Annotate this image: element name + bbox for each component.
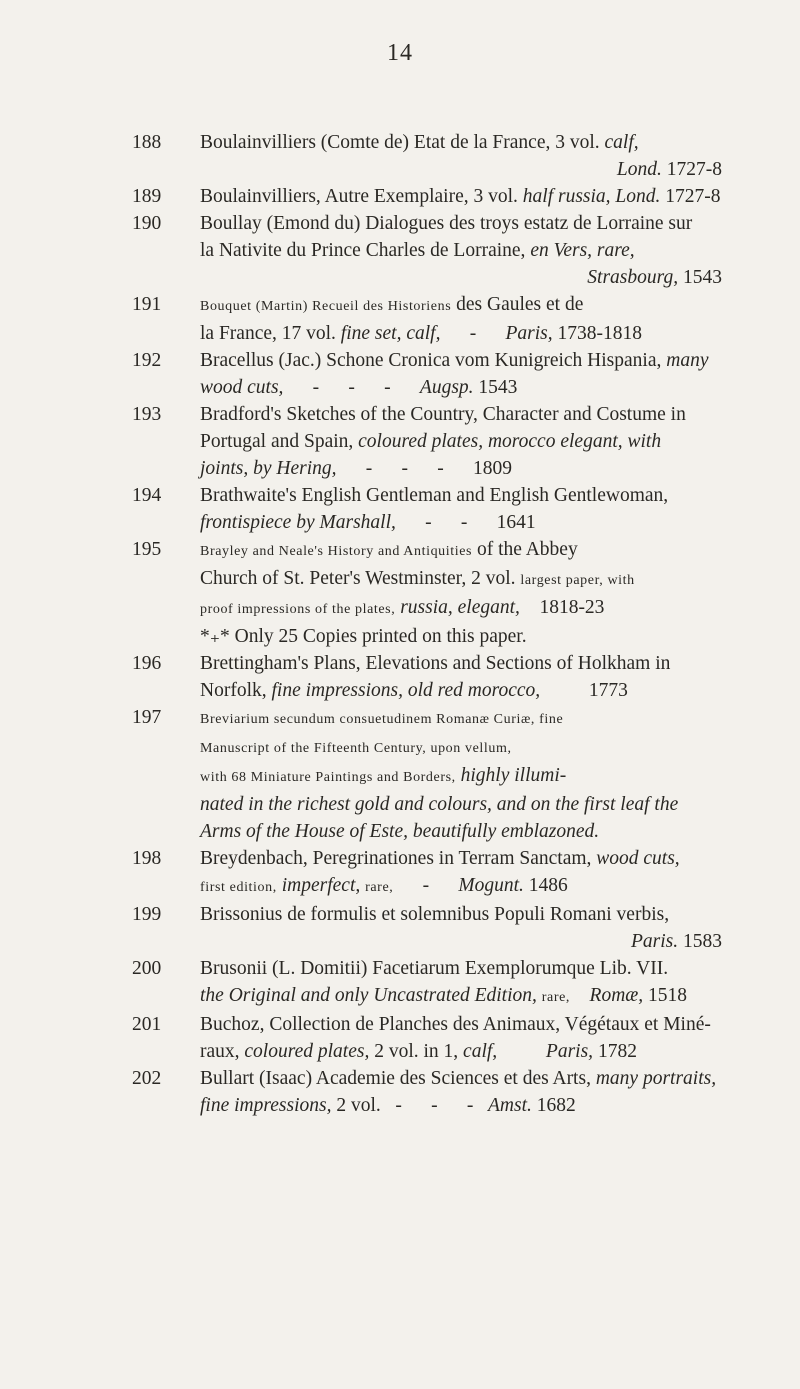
entry-line (200, 733, 722, 762)
entry-text (570, 985, 590, 1006)
catalogue-entry (132, 1011, 722, 1065)
entry-text: Breviarium secundum consuetudinem Romanæ Curiæ, fine (200, 712, 564, 727)
entry-text: 2 vol. - - - (331, 1095, 488, 1116)
entry-text: imperfect, (281, 875, 361, 896)
entry-text: Paris, (545, 1041, 594, 1062)
entry-text: 1773 (540, 680, 628, 701)
entry-number: 198 (132, 848, 162, 869)
entry-text: la France, 17 vol. (200, 323, 341, 344)
entry-line (200, 982, 722, 1011)
entry-text: - (440, 323, 506, 344)
entry-text: Boulainvilliers, Autre Exemplaire, 3 vol. (200, 186, 523, 207)
catalogue-entry (132, 482, 722, 536)
entry-text: the Original and only Uncastrated Edition, (200, 985, 537, 1006)
catalogue-entry (132, 1065, 722, 1119)
entry-text: Manuscript of the Fifteenth Century, upon vellum, (200, 741, 512, 756)
entry-text: Boulainvilliers (Comte de) Etat de la France, 3 vol. (200, 132, 605, 153)
catalogue-entry (132, 650, 722, 704)
entry-line (200, 1065, 722, 1092)
entry-text: 1782 (593, 1041, 637, 1062)
entry-line (200, 320, 722, 347)
entry-line (200, 264, 722, 291)
entry-line (200, 156, 722, 183)
entry-line (200, 291, 722, 320)
entry-text: rare, (365, 880, 394, 895)
entry-text: Breydenbach, Peregrinationes in Terram Sanctam, (200, 848, 597, 869)
entry-line (200, 428, 722, 455)
entry-number: 188 (132, 132, 162, 153)
entry-text: many portraits, (595, 1068, 717, 1089)
entry-text: Bracellus (Jac.) Schone Cronica vom Kunigreich Hispania, (200, 350, 667, 371)
catalogue-entry (132, 183, 722, 210)
catalogue-entry (132, 536, 722, 650)
entry-line (200, 955, 722, 982)
entry-text: raux, (200, 1041, 245, 1062)
entry-text: Paris, (505, 323, 553, 344)
entry-line (200, 791, 722, 818)
entry-line (200, 901, 722, 928)
entry-text: fine impressions, old red morocco, (271, 680, 541, 701)
entry-text: proof impressions of the plates, (200, 602, 396, 617)
entry-text: nated in the richest gold and colours, and on the first leaf the (200, 794, 679, 815)
entry-text: coloured plates, morocco elegant, with (358, 431, 662, 452)
entry-text: Portugal and Spain, (200, 431, 359, 452)
entry-text: coloured plates, (244, 1041, 370, 1062)
entry-text: - - - 1809 (336, 458, 512, 479)
catalogue-entry (132, 129, 722, 183)
entry-text: 1738-1818 (552, 323, 642, 344)
entry-text: des Gaules et de (451, 294, 584, 315)
entry-line (200, 210, 722, 237)
entry-line (200, 455, 722, 482)
catalogue-entry (132, 291, 722, 347)
entry-text: Mogunt. (458, 875, 524, 896)
entry-text: of the Abbey (472, 539, 578, 560)
entry-number: 189 (132, 186, 162, 207)
entry-text: 1727-8 (661, 159, 722, 180)
catalogue-entry (132, 955, 722, 1011)
catalogue-entry (132, 704, 722, 845)
entry-text: Augsp. (419, 377, 474, 398)
entry-text: calf, (604, 132, 639, 153)
entry-text: first edition, (200, 880, 277, 895)
catalogue-entry (132, 347, 722, 401)
catalogue-entry (132, 401, 722, 482)
entry-text: *₊* Only 25 Copies printed on this paper. (200, 626, 527, 647)
entry-line (200, 482, 722, 509)
entry-text: 1727-8 (660, 186, 721, 207)
entry-text: Church of St. Peter's Westminster, 2 vol. (200, 568, 521, 589)
entry-text: russia, elegant, (400, 597, 520, 618)
entry-text: 1682 (531, 1095, 576, 1116)
entry-text: fine set, calf, (340, 323, 441, 344)
entry-line (200, 1011, 722, 1038)
entry-text: Lond. (616, 159, 662, 180)
entry-text: frontispiece by Marshall, (200, 512, 396, 533)
entry-number: 191 (132, 294, 162, 315)
entry-text: half russia, Lond. (522, 186, 661, 207)
entry-line (200, 677, 722, 704)
entry-line (200, 509, 722, 536)
entry-line (200, 237, 722, 264)
entry-text: wood cuts, (596, 848, 680, 869)
entry-text: many (666, 350, 709, 371)
entry-line (200, 565, 722, 594)
entry-text: Arms of the House of Este, beautifully emblazoned. (200, 821, 600, 842)
entry-text: wood cuts, (200, 377, 284, 398)
entry-text: highly illumi- (460, 765, 567, 786)
entry-text: largest paper, with (520, 573, 635, 588)
entry-text: 2 vol. in 1, (369, 1041, 464, 1062)
entry-number: 193 (132, 404, 162, 425)
entry-text: Bullart (Isaac) Academie des Sciences et des Arts, (200, 1068, 596, 1089)
entry-number: 201 (132, 1014, 162, 1035)
entry-line (200, 872, 722, 901)
entry-line (200, 650, 722, 677)
entry-number: 192 (132, 350, 162, 371)
entry-number: 194 (132, 485, 162, 506)
entry-text: rare, (541, 990, 571, 1005)
entry-line (200, 129, 722, 156)
entry-text: Brusonii (L. Domitii) Facetiarum Exemplorumque Lib. VII. (200, 958, 669, 979)
entry-line (200, 1038, 722, 1065)
entry-number: 199 (132, 904, 162, 925)
entry-number: 200 (132, 958, 162, 979)
catalogue-list (132, 129, 722, 1119)
entry-line (200, 183, 722, 210)
entry-line (200, 536, 722, 565)
entry-text: 1543 (473, 377, 518, 398)
entry-text: Brettingham's Plans, Elevations and Sections of Holkham in (200, 653, 671, 674)
entry-text: Romæ, (589, 985, 644, 1006)
page-number: 14 (387, 40, 413, 66)
entry-text: Norfolk, (200, 680, 272, 701)
entry-text: 1486 (523, 875, 568, 896)
entry-number: 196 (132, 653, 162, 674)
catalogue-entry (132, 210, 722, 291)
entry-text: Bradford's Sketches of the Country, Character and Costume in (200, 404, 686, 425)
entry-line (200, 347, 722, 374)
catalogue-entry (132, 845, 722, 901)
entry-line (200, 623, 722, 650)
entry-text: 1818-23 (519, 597, 605, 618)
entry-text: Bouquet (Martin) Recueil des Historiens (200, 299, 452, 314)
entry-text: en Vers, rare, (530, 240, 635, 261)
entry-text: 1543 (678, 267, 722, 288)
entry-text: la Nativite du Prince Charles de Lorraine, (200, 240, 531, 261)
entry-text: fine impressions, (200, 1095, 332, 1116)
entry-text: calf, (463, 1041, 498, 1062)
entry-number: 202 (132, 1068, 162, 1089)
entry-line (200, 818, 722, 845)
entry-text: - - - (283, 377, 420, 398)
entry-text: Brissonius de formulis et solemnibus Populi Romani verbis, (200, 904, 670, 925)
entry-text: - - 1641 (395, 512, 536, 533)
entry-text: 1583 (678, 931, 722, 952)
entry-text: Brathwaite's English Gentleman and English Gentlewoman, (200, 485, 669, 506)
entry-line (200, 374, 722, 401)
entry-text (497, 1041, 546, 1062)
entry-text: 1518 (643, 985, 688, 1006)
catalogue-entry (132, 901, 722, 955)
entry-line (200, 762, 722, 791)
entry-text: joints, by Hering, (200, 458, 337, 479)
entry-text: Paris. (630, 931, 679, 952)
entry-line (200, 928, 722, 955)
entry-number: 190 (132, 213, 162, 234)
entry-line (200, 401, 722, 428)
entry-text: with 68 Miniature Paintings and Borders, (200, 770, 456, 785)
entry-text: - (393, 875, 459, 896)
entry-text: Brayley and Neale's History and Antiquities (200, 544, 473, 559)
entry-line (200, 704, 722, 733)
entry-number: 197 (132, 707, 162, 728)
entry-text: Amst. (487, 1095, 532, 1116)
entry-line (200, 845, 722, 872)
entry-line (200, 1092, 722, 1119)
entry-text: Strasbourg, (587, 267, 679, 288)
entry-number: 195 (132, 539, 162, 560)
entry-text: Buchoz, Collection de Planches des Animaux, Végétaux et Miné- (200, 1014, 711, 1035)
entry-text: Boullay (Emond du) Dialogues des troys estatz de Lorraine sur (200, 213, 693, 234)
entry-line (200, 594, 722, 623)
